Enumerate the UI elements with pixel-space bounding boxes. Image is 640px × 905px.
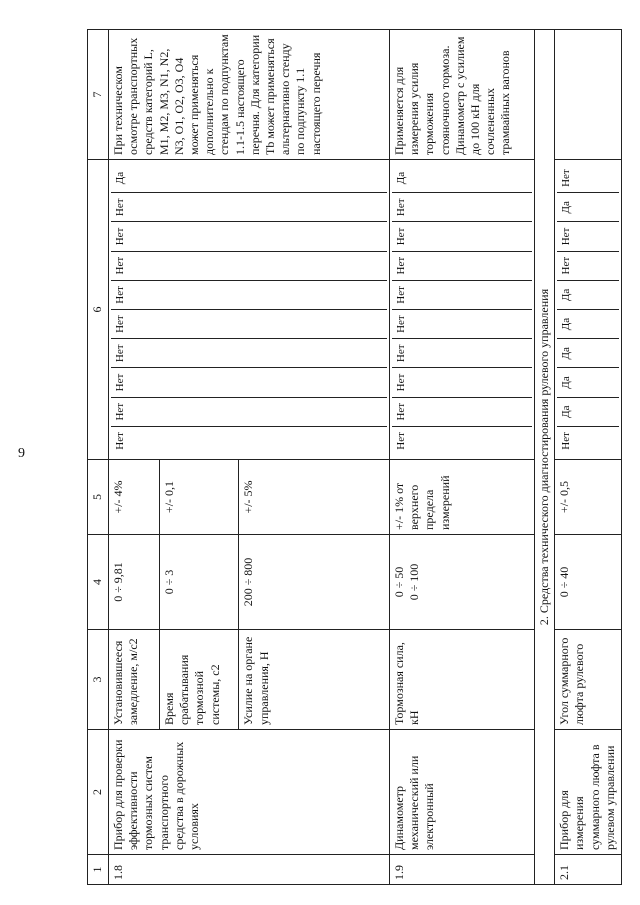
measurement-error: +/- 0,1 [159,460,238,535]
category-flag: Да [111,164,387,193]
row-number: 1.8 [109,855,390,885]
row-number: 2.1 [555,855,622,885]
category-flag: Нет [111,252,387,281]
category-flag: Да [392,164,532,193]
measurement-error: +/- 0,5 [555,460,622,535]
parameter-name: Тормозная сила, кН [390,630,535,730]
measurement-range: 0 ÷ 3 [159,535,238,630]
category-applicability [555,160,622,460]
category-flag: Нет [114,432,126,450]
device-name: Прибор для измерения суммарного люфта в рулевом управлении [555,730,622,855]
category-applicability [109,160,390,460]
header-cell: 7 [88,30,109,160]
category-flag: Да [557,193,619,222]
category-flag: Нет [395,432,407,450]
category-flag: Да [557,339,619,368]
section-row [535,30,555,885]
table-row [390,30,535,885]
header-cell: 1 [88,855,109,885]
category-flag: Нет [111,281,387,310]
device-name: Динамометр механический или электронный [390,730,535,855]
category-flag: Нет [111,222,387,251]
equipment-table [87,29,622,885]
category-flag: Нет [392,368,532,397]
category-flag: Нет [111,339,387,368]
header-cell: 3 [88,630,109,730]
header-cell: 5 [88,460,109,535]
category-flag: Нет [392,310,532,339]
category-flag: Нет [557,222,619,251]
note [555,30,622,160]
measurement-error: +/- 4% [109,460,160,535]
category-flag: Нет [392,193,532,222]
category-flag: Да [557,398,619,427]
category-flag: Нет [557,252,619,281]
row-number: 1.9 [390,855,535,885]
header-cell: 4 [88,535,109,630]
measurement-range: 0 ÷ 40 [555,535,622,630]
page-number: 9 [18,446,25,461]
category-flag: Нет [560,432,573,450]
table-row [555,30,622,885]
category-flag: Нет [392,222,532,251]
category-flag: Да [557,368,619,397]
parameter-name: Усилие на органе управления, Н [239,630,390,730]
category-flag: Нет [557,164,619,193]
header-cell: 2 [88,730,109,855]
category-flag: Нет [111,368,387,397]
category-flag: Нет [392,281,532,310]
category-applicability [390,160,535,460]
table-row [109,30,160,885]
category-flag: Нет [111,398,387,427]
category-flag: Нет [111,193,387,222]
parameter-name: Угол суммарного люфта рулевого [555,630,622,730]
category-flag: Да [557,310,619,339]
rotated-table-container [87,30,627,885]
note: Применяется для измерения усилия торможения стояночного тормоза. Динамометр с усилием до 100 кН для сочлененных трамвайных вагонов [390,30,535,160]
header-row [88,30,109,885]
note: При техническом осмотре транспортных средств категорий L, M1, M2, M3, N1, N2, N3, O1, O2, O3, O4 может применяться дополнительно к стендам по подпунктам 1.1-1.5 настоящего перечня. Для категории Tb может применяться альтернативно стенду по подпункту 1.1 настоящего перечня [109,30,390,160]
measurement-error: +/- 5% [239,460,390,535]
parameter-name: Установившееся замедление, м/с2 [109,630,160,730]
measurement-range: 0 ÷ 50 0 ÷ 100 [390,535,535,630]
measurement-range: 200 ÷ 800 [239,535,390,630]
section-title: 2. Средства технического диагностирования рулевого управления [535,30,555,885]
header-cell: 6 [88,160,109,460]
device-name: Прибор для проверки эффективности тормозных систем транспортного средства в дорожных условиях [109,730,390,855]
category-flag: Нет [392,252,532,281]
category-flag: Да [557,281,619,310]
category-flag: Нет [392,398,532,427]
measurement-error: +/- 1% от верхнего предела измерений [390,460,535,535]
parameter-name: Время срабатывания тормозной системы, с2 [159,630,238,730]
category-flag: Нет [111,310,387,339]
measurement-range: 0 ÷ 9,81 [109,535,160,630]
category-flag: Нет [392,339,532,368]
